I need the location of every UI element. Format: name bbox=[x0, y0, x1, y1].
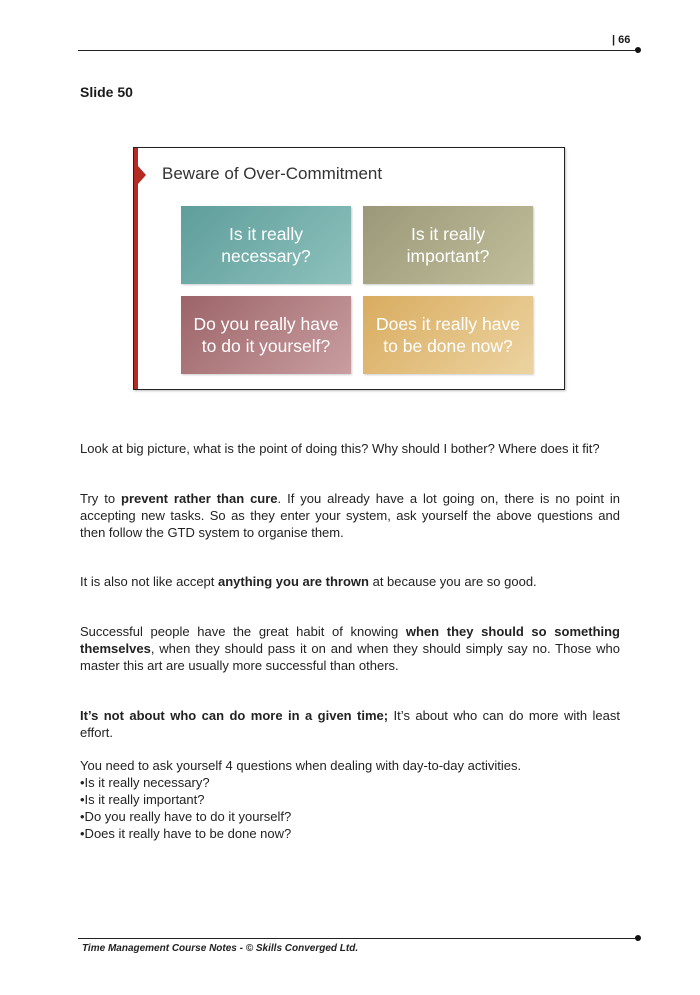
paragraph-text: , when they should pass it on and when they should simply say no. Those who master this art are usually more successful than others. bbox=[80, 641, 620, 673]
list-item: •Does it really have to be done now? bbox=[80, 826, 292, 841]
paragraph-text: Successful people have the great habit of knowing bbox=[80, 624, 406, 639]
paragraph-text: at because you are so good. bbox=[368, 574, 537, 589]
footer-rule-dot bbox=[635, 935, 641, 941]
tile-done-now: Does it really have to be done now? bbox=[363, 296, 533, 374]
paragraph-text: You need to ask yourself 4 questions when dealing with day-to-day activities. bbox=[80, 758, 522, 773]
list-item: •Is it really important? bbox=[80, 792, 205, 807]
paragraph-questions bbox=[80, 757, 620, 774]
paragraph-bold-text: prevent rather than cure bbox=[121, 491, 278, 506]
footer-text: Time Management Course Notes - © Skills Converged Ltd. bbox=[82, 943, 359, 954]
footer-rule bbox=[78, 938, 638, 939]
paragraph-bold-text: It’s not about who can do more in a given time; bbox=[80, 708, 389, 723]
slide-title: Beware of Over-Commitment bbox=[162, 164, 383, 183]
bullet-list bbox=[80, 774, 620, 842]
paragraph-text: Try to bbox=[80, 491, 122, 506]
paragraph-text: It is also not like accept bbox=[80, 574, 219, 589]
paragraph-prevent bbox=[80, 490, 620, 541]
header-rule bbox=[78, 50, 638, 51]
tile-important: Is it really important? bbox=[363, 206, 533, 284]
slide-arrow-icon bbox=[138, 166, 146, 184]
paragraph-text: It’s about who can do more with least effort. bbox=[80, 708, 620, 740]
slide-image bbox=[133, 147, 565, 390]
tile-do-it-yourself: Do you really have to do it yourself? bbox=[181, 296, 351, 374]
tile-necessary: Is it really necessary? bbox=[181, 206, 351, 284]
page-number: | 66 bbox=[612, 34, 631, 46]
slide-label: Slide 50 bbox=[80, 84, 133, 100]
paragraph-successful bbox=[80, 623, 620, 674]
header-rule-dot bbox=[635, 47, 641, 53]
list-item: •Do you really have to do it yourself? bbox=[80, 809, 292, 824]
paragraph-big-picture bbox=[80, 440, 620, 457]
paragraph-text: . If you already have a lot going on, there is no point in accepting new tasks. So as they enter your system, ask yourself the above questions and then follow the GTD system to organise them. bbox=[80, 491, 621, 540]
paragraph-bold-text: anything you are thrown bbox=[218, 574, 369, 589]
slide-accent-bar bbox=[134, 148, 138, 389]
paragraph-effort bbox=[80, 707, 620, 741]
paragraph-text: Look at big picture, what is the point of doing this? Why should I bother? Where does it fit? bbox=[80, 441, 600, 456]
paragraph-accept bbox=[80, 573, 620, 590]
paragraph-bold-text: when they should so something themselves bbox=[80, 624, 620, 656]
list-item: •Is it really necessary? bbox=[80, 775, 210, 790]
